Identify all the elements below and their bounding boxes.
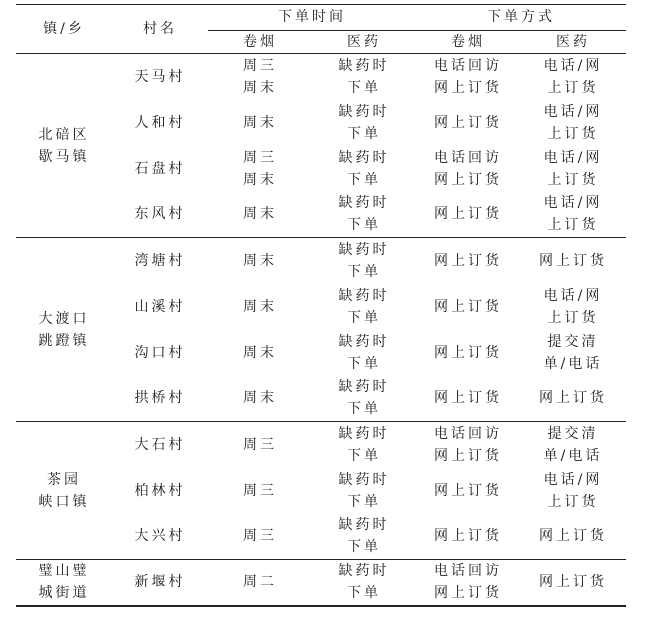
village-cell: 山溪村 <box>134 298 186 315</box>
method-tobacco-cell <box>416 100 520 146</box>
cell-line: 下单 <box>347 355 381 372</box>
cell-line: 周三 <box>243 528 277 545</box>
method-medicine-cell <box>520 330 626 376</box>
method-tobacco-cell <box>416 376 520 422</box>
region-group <box>16 54 626 238</box>
time-medicine-cell <box>312 238 416 284</box>
method-tobacco-cell <box>416 54 520 100</box>
town-cell <box>16 238 112 422</box>
cell-line: 缺药时 <box>338 425 390 442</box>
table-row <box>16 54 626 100</box>
time-medicine-cell <box>312 514 416 560</box>
cell-line: 缺药时 <box>338 103 390 120</box>
cell-line: 缺药时 <box>338 195 390 212</box>
cell-line: 网上订货 <box>434 585 502 602</box>
cell-line: 单/电话 <box>543 355 603 372</box>
cell-line: 缺药时 <box>338 241 390 258</box>
village-cell: 大兴村 <box>112 514 208 560</box>
time-tobacco-cell <box>208 284 312 330</box>
time-medicine-cell <box>312 560 416 606</box>
table-header <box>16 5 626 54</box>
cell-line: 下单 <box>347 171 381 188</box>
cell-line: 周末 <box>243 79 277 96</box>
method-tobacco-cell <box>416 468 520 514</box>
header-order-method: 下单方式 <box>416 5 626 31</box>
method-medicine-cell <box>520 284 626 330</box>
cell-line: 电话回访 <box>434 57 502 74</box>
cell-line: 提交清 <box>547 333 599 350</box>
village-cell: 天马村 <box>134 68 186 85</box>
cell-line: 上订货 <box>547 493 599 510</box>
cell-line: 网上订货 <box>434 390 502 407</box>
cell-line: 网上订货 <box>434 344 502 361</box>
region-group <box>16 560 626 606</box>
cell-line: 跳蹬镇 <box>38 332 90 349</box>
method-medicine-cell <box>520 376 626 422</box>
cell-line: 电话/网 <box>543 287 603 304</box>
cell-line: 下单 <box>347 79 381 96</box>
time-tobacco-cell <box>208 376 312 422</box>
method-tobacco-cell <box>416 238 520 284</box>
cell-line: 网上订货 <box>539 574 607 591</box>
order-schedule-table <box>16 4 626 607</box>
time-medicine-cell <box>312 192 416 238</box>
cell-line: 下单 <box>347 263 381 280</box>
time-medicine-cell <box>312 330 416 376</box>
cell-line: 电话/网 <box>543 103 603 120</box>
cell-line: 网上订货 <box>434 79 502 96</box>
cell-line: 下单 <box>347 309 381 326</box>
cell-line: 下单 <box>347 447 381 464</box>
method-medicine-cell <box>520 192 626 238</box>
cell-line: 周末 <box>243 390 277 407</box>
village-cell: 柏林村 <box>134 482 186 499</box>
cell-line: 缺药时 <box>338 287 390 304</box>
method-medicine-cell <box>520 100 626 146</box>
cell-line: 网上订货 <box>434 447 502 464</box>
cell-line: 大渡口 <box>38 310 90 327</box>
cell-line: 上订货 <box>547 171 599 188</box>
village-cell: 人和村 <box>134 114 186 131</box>
cell-line: 周末 <box>243 114 277 131</box>
cell-line: 缺药时 <box>338 471 390 488</box>
region-group <box>16 422 626 560</box>
cell-line: 周三 <box>243 149 277 166</box>
subheader-method-tobacco: 卷烟 <box>416 31 520 54</box>
method-medicine-cell <box>520 54 626 100</box>
time-medicine-cell <box>312 146 416 192</box>
cell-line: 上订货 <box>547 217 599 234</box>
subheader-method-medicine: 医药 <box>520 31 626 54</box>
time-tobacco-cell <box>208 468 312 514</box>
cell-line: 北碚区 <box>38 126 90 143</box>
cell-line: 网上订货 <box>434 252 502 269</box>
cell-line: 下单 <box>347 217 381 234</box>
village-cell: 新堰村 <box>112 560 208 606</box>
cell-line: 周三 <box>243 436 277 453</box>
cell-line: 缺药时 <box>338 57 390 74</box>
village-cell: 拱桥村 <box>112 376 208 422</box>
method-tobacco-cell <box>416 330 520 376</box>
town-cell <box>16 54 112 238</box>
cell-line: 茶园 <box>47 471 81 488</box>
town-cell <box>16 560 112 606</box>
header-village: 村名 <box>112 5 208 54</box>
cell-line: 周二 <box>243 574 277 591</box>
cell-line: 缺药时 <box>338 149 390 166</box>
cell-line: 电话/网 <box>543 149 603 166</box>
cell-line: 上订货 <box>547 309 599 326</box>
method-medicine-cell <box>520 146 626 192</box>
cell-line: 电话回访 <box>434 563 502 580</box>
method-medicine-cell <box>520 468 626 514</box>
time-medicine-cell <box>312 54 416 100</box>
time-tobacco-cell <box>208 560 312 606</box>
method-medicine-cell <box>520 560 626 606</box>
cell-line: 下单 <box>347 585 381 602</box>
time-medicine-cell <box>312 422 416 468</box>
cell-line: 下单 <box>347 401 381 418</box>
time-medicine-cell <box>312 284 416 330</box>
cell-line: 单/电话 <box>543 447 603 464</box>
village-cell: 湾塘村 <box>134 252 186 269</box>
cell-line: 电话/网 <box>543 471 603 488</box>
cell-line: 网上订货 <box>434 171 502 188</box>
cell-line: 上订货 <box>547 125 599 142</box>
village-cell: 大石村 <box>134 436 186 453</box>
method-medicine-cell <box>520 514 626 560</box>
village-cell: 石盘村 <box>134 160 186 177</box>
village-cell: 东风村 <box>112 192 208 238</box>
subheader-time-medicine: 医药 <box>312 31 416 54</box>
cell-line: 上订货 <box>547 79 599 96</box>
time-tobacco-cell <box>208 192 312 238</box>
time-tobacco-cell <box>208 146 312 192</box>
time-tobacco-cell <box>208 330 312 376</box>
time-medicine-cell <box>312 376 416 422</box>
time-medicine-cell <box>312 468 416 514</box>
cell-line: 周末 <box>243 298 277 315</box>
region-group <box>16 238 626 422</box>
method-tobacco-cell <box>416 422 520 468</box>
cell-line: 网上订货 <box>434 298 502 315</box>
cell-line: 缺药时 <box>338 379 390 396</box>
cell-line: 网上订货 <box>434 206 502 223</box>
cell-line: 歇马镇 <box>38 148 90 165</box>
cell-line: 下单 <box>347 539 381 556</box>
cell-line: 周末 <box>243 344 277 361</box>
cell-line: 下单 <box>347 493 381 510</box>
method-tobacco-cell <box>416 514 520 560</box>
cell-line: 周末 <box>243 206 277 223</box>
cell-line: 周末 <box>243 252 277 269</box>
cell-line: 网上订货 <box>434 114 502 131</box>
cell-line: 提交清 <box>547 425 599 442</box>
table-row <box>16 422 626 468</box>
method-tobacco-cell <box>416 146 520 192</box>
table-row <box>16 560 626 606</box>
village-cell: 沟口村 <box>134 344 186 361</box>
cell-line: 网上订货 <box>434 482 502 499</box>
time-tobacco-cell <box>208 422 312 468</box>
cell-line: 电话回访 <box>434 149 502 166</box>
cell-line: 缺药时 <box>338 333 390 350</box>
cell-line: 周三 <box>243 482 277 499</box>
cell-line: 网上订货 <box>539 528 607 545</box>
method-tobacco-cell <box>416 284 520 330</box>
cell-line: 网上订货 <box>434 528 502 545</box>
time-medicine-cell <box>312 100 416 146</box>
cell-line: 周三 <box>243 57 277 74</box>
cell-line: 电话/网 <box>543 57 603 74</box>
method-tobacco-cell <box>416 192 520 238</box>
town-cell <box>16 422 112 560</box>
table-row <box>16 238 626 284</box>
method-medicine-cell <box>520 238 626 284</box>
time-tobacco-cell <box>208 100 312 146</box>
cell-line: 下单 <box>347 125 381 142</box>
cell-line: 网上订货 <box>539 252 607 269</box>
cell-line: 璧山璧 <box>38 563 90 580</box>
cell-line: 缺药时 <box>338 563 390 580</box>
method-tobacco-cell <box>416 560 520 606</box>
method-medicine-cell <box>520 422 626 468</box>
time-tobacco-cell <box>208 514 312 560</box>
cell-line: 缺药时 <box>338 517 390 534</box>
cell-line: 城街道 <box>38 585 90 602</box>
cell-line: 峡口镇 <box>38 493 90 510</box>
cell-line: 周末 <box>243 171 277 188</box>
cell-line: 电话/网 <box>543 195 603 212</box>
time-tobacco-cell <box>208 238 312 284</box>
header-town: 镇/乡 <box>16 5 112 54</box>
time-tobacco-cell <box>208 54 312 100</box>
header-order-time: 下单时间 <box>208 5 416 31</box>
subheader-time-tobacco: 卷烟 <box>208 31 312 54</box>
cell-line: 电话回访 <box>434 425 502 442</box>
cell-line: 网上订货 <box>539 390 607 407</box>
